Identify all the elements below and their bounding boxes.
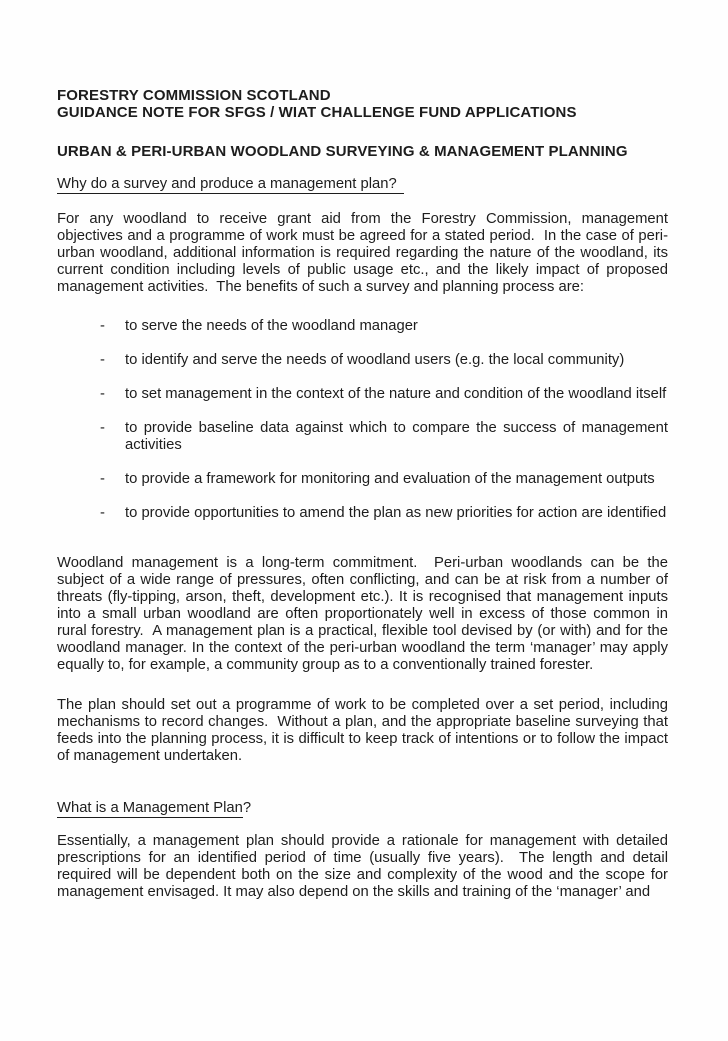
list-item-text: to set management in the context of the nature and condition of the woodland itself xyxy=(125,386,667,402)
plan-programme-paragraph: The plan should set out a programme of work to be completed over a set period, including mechanisms to record changes. Without a plan, and the appropriate baseline surveying that feeds into the planning process, it is difficult to keep track of intentions or to follow the impact of management undertaken. xyxy=(57,697,668,764)
dash-bullet-icon: - xyxy=(100,318,105,334)
list-item-text: to identify and serve the needs of woodland users (e.g. the local community) xyxy=(125,352,625,368)
section-heading-why-survey-text: Why do a survey and produce a management plan? xyxy=(57,176,404,194)
section-heading-question-mark: ? xyxy=(242,800,252,816)
dash-bullet-icon: - xyxy=(100,505,105,521)
section-heading-what-is-plan xyxy=(57,800,668,817)
list-item xyxy=(100,420,668,454)
list-item xyxy=(100,471,668,488)
essentially-paragraph: Essentially, a management plan should provide a rationale for management with detailed prescriptions for an identified period of time (usually five years). The length and detail required will be dependent both on the size and complexity of the wood and the scope for management envisaged. It may also depend on the skills and training of the ‘manager’ and xyxy=(57,833,668,900)
document-title: URBAN & PERI-URBAN WOODLAND SURVEYING & MANAGEMENT PLANNING xyxy=(57,143,628,160)
list-item xyxy=(100,505,668,522)
document-header xyxy=(57,88,668,121)
section-heading-what-is-plan-text: What is a Management Plan xyxy=(57,800,243,816)
list-item-text: to provide opportunities to amend the plan as new priorities for action are identified xyxy=(125,505,667,521)
dash-bullet-icon: - xyxy=(100,386,105,402)
list-item-text: to provide a framework for monitoring and evaluation of the management outputs xyxy=(125,471,655,487)
dash-bullet-icon: - xyxy=(100,420,105,436)
list-item xyxy=(100,352,668,369)
section-heading-why-survey xyxy=(57,176,668,193)
intro-paragraph: For any woodland to receive grant aid from the Forestry Commission, management objectives and a programme of work must be agreed for a stated period. In the case of peri-urban woodland, additional information is required regarding the nature of the woodland, its current condition including levels of public usage etc., and the likely impact of proposed management activities. The benefits of such a survey and planning process are: xyxy=(57,211,668,295)
list-item-text: to provide baseline data against which to compare the success of management activities xyxy=(125,420,668,453)
dash-bullet-icon: - xyxy=(100,352,105,368)
list-item-text: to serve the needs of the woodland manager xyxy=(125,318,418,334)
benefits-list xyxy=(57,318,668,522)
list-item xyxy=(100,386,668,403)
header-line-guidance-note: GUIDANCE NOTE FOR SFGS / WIAT CHALLENGE FUND APPLICATIONS xyxy=(57,103,577,121)
commitment-paragraph: Woodland management is a long-term commitment. Peri-urban woodlands can be the subject of a wide range of pressures, often conflicting, and can be at risk from a number of threats (fly-tipping, arson, theft, development etc.). It is recognised that management inputs into a small urban woodland are often proportionately well in excess of those common in rural forestry. A management plan is a practical, flexible tool devised by (or with) and for the woodland manager. In the context of the peri-urban woodland the term ‘manager’ may apply equally to, for example, a community group as to a conventionally trained forester. xyxy=(57,555,668,673)
dash-bullet-icon: - xyxy=(100,471,105,487)
header-line-organisation: FORESTRY COMMISSION SCOTLAND xyxy=(57,87,331,104)
list-item xyxy=(100,318,668,335)
